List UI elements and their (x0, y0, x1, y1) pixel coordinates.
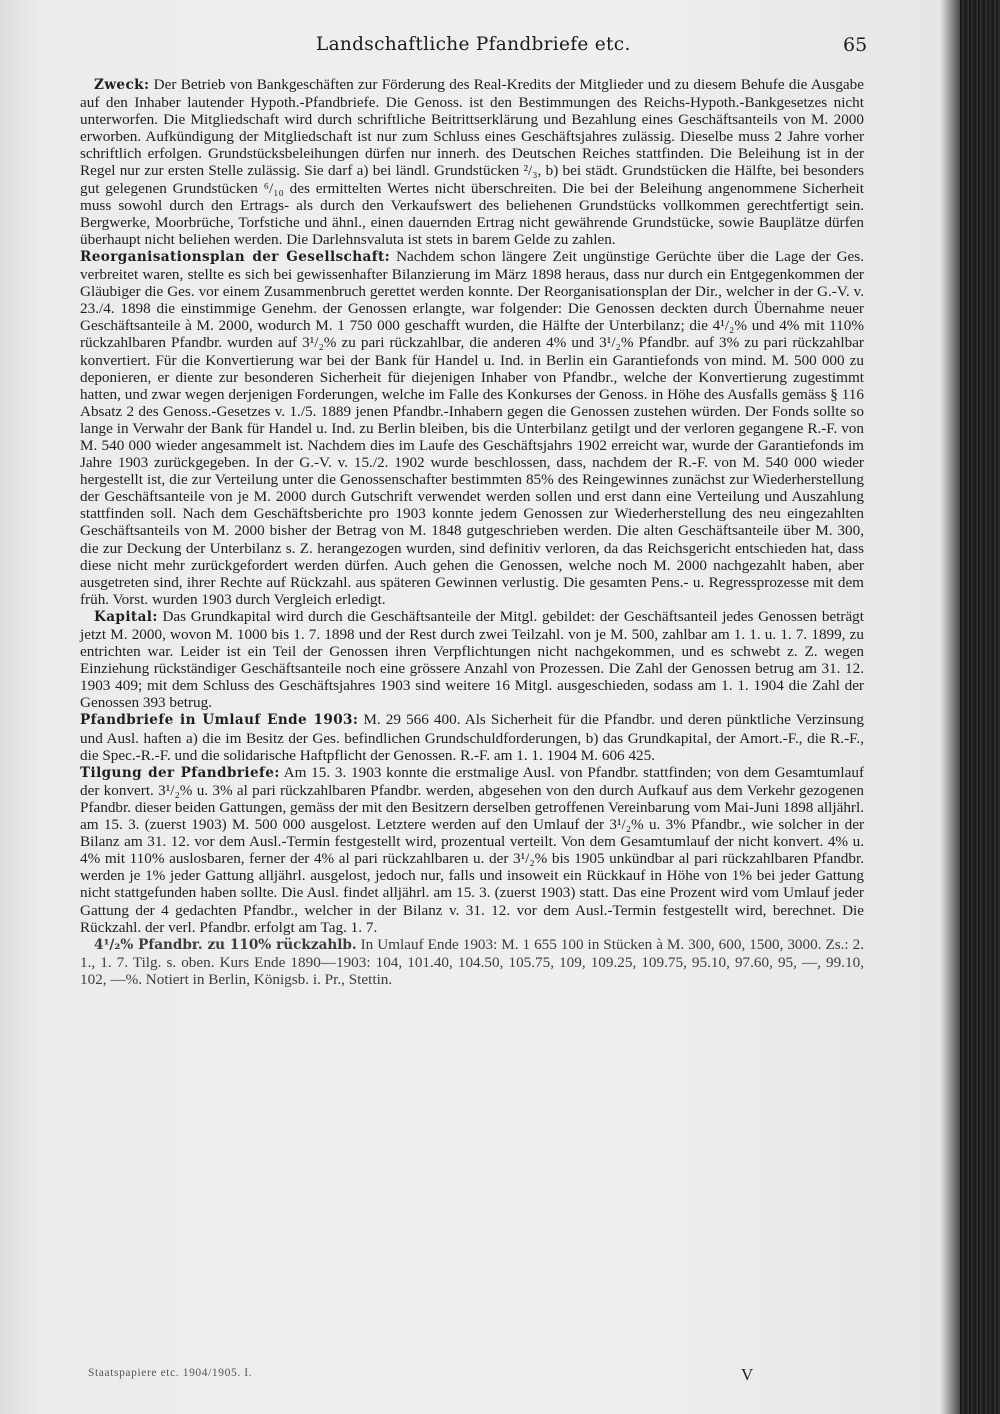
page-footer (0, 1367, 960, 1387)
body-text (80, 76, 864, 988)
footer-publication: Staatspapiere etc. 1904/1905. I. (88, 1367, 253, 1379)
running-header (0, 34, 960, 58)
heading-zweck: Zweck: (94, 77, 150, 93)
text-tilgung: Am 15. 3. 1903 konnte die erstmalige Ausl. von Pfandbr. stattfinden; von dem Gesamtumlauf der konvert. 3¹/₂% u. 3% al pari rückzahlbaren Pfandbr. werden, abgesehen von den durch Aufkauf aus dem Verkehr gezogenen Pfandbr. dieser beiden Gattungen, gemäss der mit den Besitzern derselben getroffenen Vereinbarung vom Mai-Juni 1898 alljährl. am 15. 3. (zuerst 1903) M. 500 000 ausgelost. Letztere werden auf den Umlauf der 3¹/₂% u. 3% Pfandbr., wie solcher in der Bilanz am 31. 12. vor dem Ausl.-Termin festgestellt wird, prozentual verteilt. Von dem Gesamtumlauf der nicht konvert. 4% u. 4% mit 110% auslosbaren, ferner der 4% al pari rückzahlbaren u. der 3¹/₂% bis 1905 unkündbar al pari rückzahlbaren Pfandbr. werden je 1% jeder Gattung alljährl. ausgelost, jedoch nur, falls und insoweit ein Rückkauf in Höhe von 1% bei jeder Gattung nicht stattgefunden haben sollte. Die Ausl. findet alljährl. am 15. 3. (zuerst 1903) statt. Das eine Prozent wird vom Umlauf jeder Gattung der 4 gedachten Pfandbr., welcher in der Bilanz v. 31. 12. vor dem Ausl.-Termin festgestellt wird, berechnet. Die Rückzahl. der verl. Pfandbr. erfolgt am Tag. 1. 7. (80, 763, 864, 936)
paragraph-reorganisation (80, 248, 864, 608)
paragraph-kapital (80, 608, 864, 712)
text-zweck: Der Betrieb von Bankgeschäften zur Förderung des Real-Kredits der Mitglieder und zu diesem Behufe die Ausgabe auf den Inhaber lautender Hypoth.-Pfandbriefe. Die Genoss. ist den Bestimmungen des Reichs-Hypoth.-Bankgesetzes nicht unterworfen. Die Mitgliedschaft wird durch schriftliche Beitrittserklärung und Bezahlung eines Geschäftsanteils von M. 2000 erworben. Aufkündigung der Mitgliedschaft ist nur zum Schluss eines Geschäftsjahres zulässig. Dieselbe muss 2 Jahre vorher schriftlich erfolgen. Grundstücksbeleihungen dürfen nur innerh. des Deutschen Reiches stattfinden. Die Beleihung ist in der Regel nur zur ersten Stelle zulässig. Sie darf a) bei ländl. Grundstücken ²/₃, b) bei städt. Grundstücken die Hälfte, bei besonders gut gelegenen Grundstücken ⁶/₁₀ des ermittelten Wertes nicht überschreiten. Die bei der Beleihung angenommene Sicherheit muss sowohl durch den Ertrags- als durch den Verkaufswert des beliehenen Grundstücks vollkommen gerechtfertigt sein. Bergwerke, Moorbrüche, Torfstiche und ähnl., einen dauernden Ertrag nicht gewährende Grundstücke, sowie Bauplätze dürfen überhaupt nicht beliehen werden. Die Darlehnsvaluta ist stets in barem Gelde zu zahlen. (80, 76, 864, 248)
paragraph-tilgung (80, 764, 864, 936)
heading-kapital: Kapital: (94, 608, 158, 625)
text-bond-entry: In Umlauf Ende 1903: M. 1 655 100 in Stücken à M. 300, 600, 1500, 3000. Zs.: 2. 1., 1. 7. Tilg. s. oben. Kurs Ende 1890—1903: 104, 101.40, 104.50, 105.75, 109, 109.25, 109.75, 95.10, 97.60, 95, —, 99.10, 102, —%. Notiert in Berlin, Königsb. i. Pr., Stettin. (80, 935, 864, 988)
heading-tilgung: Tilgung der Pfandbriefe: (80, 764, 280, 781)
text-reorganisation: Nachdem schon längere Zeit ungünstige Gerüchte über die Lage der Ges. verbreitet waren, stellte es sich bei gewissenhafter Bilanzierung im März 1898 heraus, dass nur durch ein Entgegenkommen der Gläubiger die Ges. vor einem Zusammenbruch gerettet werden konnte. Der Reorganisationsplan der Dir., welcher in der G.-V. v. 23./4. 1898 die einstimmige Genehm. der Genossen erlangte, war folgender: Die Genossen deckten durch Übernahme neuer Geschäftsanteile à M. 2000, wodurch M. 1 750 000 geschafft wurden, die Hälfte der Unterbilanz; die 4¹/₂% und 4% mit 110% rückzahlbaren Pfandbr. wurden auf 3¹/₂% zu pari rückzahlbar, die anderen 4% und 3¹/₂% Pfandbr. auf 3% zu pari rückzahlbar konvertiert. Für die Konvertierung war bei der Bank für Handel u. Ind. in Berlin ein Garantiefonds von mind. M. 500 000 zu deponieren, er diente zur besonderen Sicherheit für diejenigen Inhaber von Pfandbr., welche der Konvertierung zugestimmt hatten, und zwar wegen derjenigen Forderungen, welche im Falle des Konkurses der Genoss. in Höhe des Ausfalls gemäss § 116 Absatz 2 des Genoss.-Gesetzes v. 1./5. 1889 jenen Pfandbr.-Inhabern gegen die Genossen zustehen würden. Der Fonds sollte so lange in Verwahr der Bank für Handel u. Ind. zu Berlin bleiben, bis die Unterbilanz getilgt und der verloren gegangene R.-F. von M. 540 000 wieder angesammelt ist. Nachdem dies im Laufe des Geschäftsjahrs 1902 erreicht war, wurde der Garantiefonds im Jahre 1903 zurückgegeben. In der G.-V. v. 15./2. 1902 wurde beschlossen, dass, nachdem der R.-F. von M. 540 000 wieder hergestellt ist, die zur Verteilung unter die Genossenschafter bestimmten 85% des Reingewinnes zunächst zur Wiederherstellung der Geschäftsanteile von je M. 2000 durch Gutschrift verwendet werden sollen und erst dann eine Verteilung und Auszahlung stattfinden soll. Nach dem Geschäftsberichte pro 1903 konnte jedem Genossen zur Wiederherstellung des neu eingezahlten Geschäftsanteils von M. 2000 bisher der Betrag von M. 1848 gutgeschrieben werden. Die alten Geschäftsanteile über M. 300, die zur Deckung der Unterbilanz s. Z. herangezogen wurden, sind definitiv verloren, da das Reichsgericht entschieden hat, dass diese nicht mehr zurückgefordert werden dürfen. Auch gehen die Genossen, welche noch M. 2000 nachgezahlt haben, aber ausgetreten sind, ihrer Rechte auf Rückzahl. aus späteren Gewinnen verlustig. Die gesamten Pens.- u. Regressprozesse mit dem früh. Vorst. wurden 1903 durch Vergleich erledigt. (80, 247, 865, 608)
running-title: Landschaftliche Pfandbriefe etc. (316, 34, 631, 55)
text-pfandbriefe: M. 29 566 400. Als Sicherheit für die Pfandbr. und deren pünktliche Verzinsung und Ausl. haften a) die im Besitz der Ges. befindlichen Grundschuldforderungen, b) das Grundkapital, der Amort.-F., die R.-F., die Spec.-R.-F. und die solidarische Haftpflicht der Genossen. R.-F. am 1. 1. 1904 M. 606 425. (80, 711, 865, 764)
heading-pfandbriefe: Pfandbriefe in Umlauf Ende 1903: (80, 712, 359, 729)
paragraph-bond-entry (80, 936, 864, 988)
signature-mark: V (741, 1365, 754, 1384)
text-kapital: Das Grundkapital wird durch die Geschäftsanteile der Mitgl. gebildet: der Geschäftsanteil jedes Genossen beträgt jetzt M. 2000, wovon M. 1000 bis 1. 7. 1898 und der Rest durch zwei Teilzahl. von je M. 500, zahlbar am 1. 1. u. 1. 7. 1899, zu entrichten war. Leider ist ein Teil der Genossen ihren Verpflichtungen nicht nachgekommen, und es schwebt z. Z. wegen Einziehung rückständiger Geschäftsanteile noch eine grössere Anzahl von Prozessen. Die Zahl der Genossen betrug am 31. 12. 1903 409; mit dem Schluss des Geschäftsjahres 1903 sind weitere 16 Mitgl. ausgeschieden, sodass am 1. 1. 1904 die Zahl der Genossen 393 betrug. (80, 607, 864, 712)
heading-bond-entry: 4¹/₂% Pfandbr. zu 110% rückzahlb. (94, 936, 357, 953)
paragraph-zweck (80, 76, 864, 248)
paragraph-pfandbriefe (80, 711, 864, 763)
heading-reorganisation: Reorganisationsplan der Gesellschaft: (80, 248, 391, 265)
page-number: 65 (843, 34, 868, 56)
scan-edge (960, 0, 1000, 1414)
